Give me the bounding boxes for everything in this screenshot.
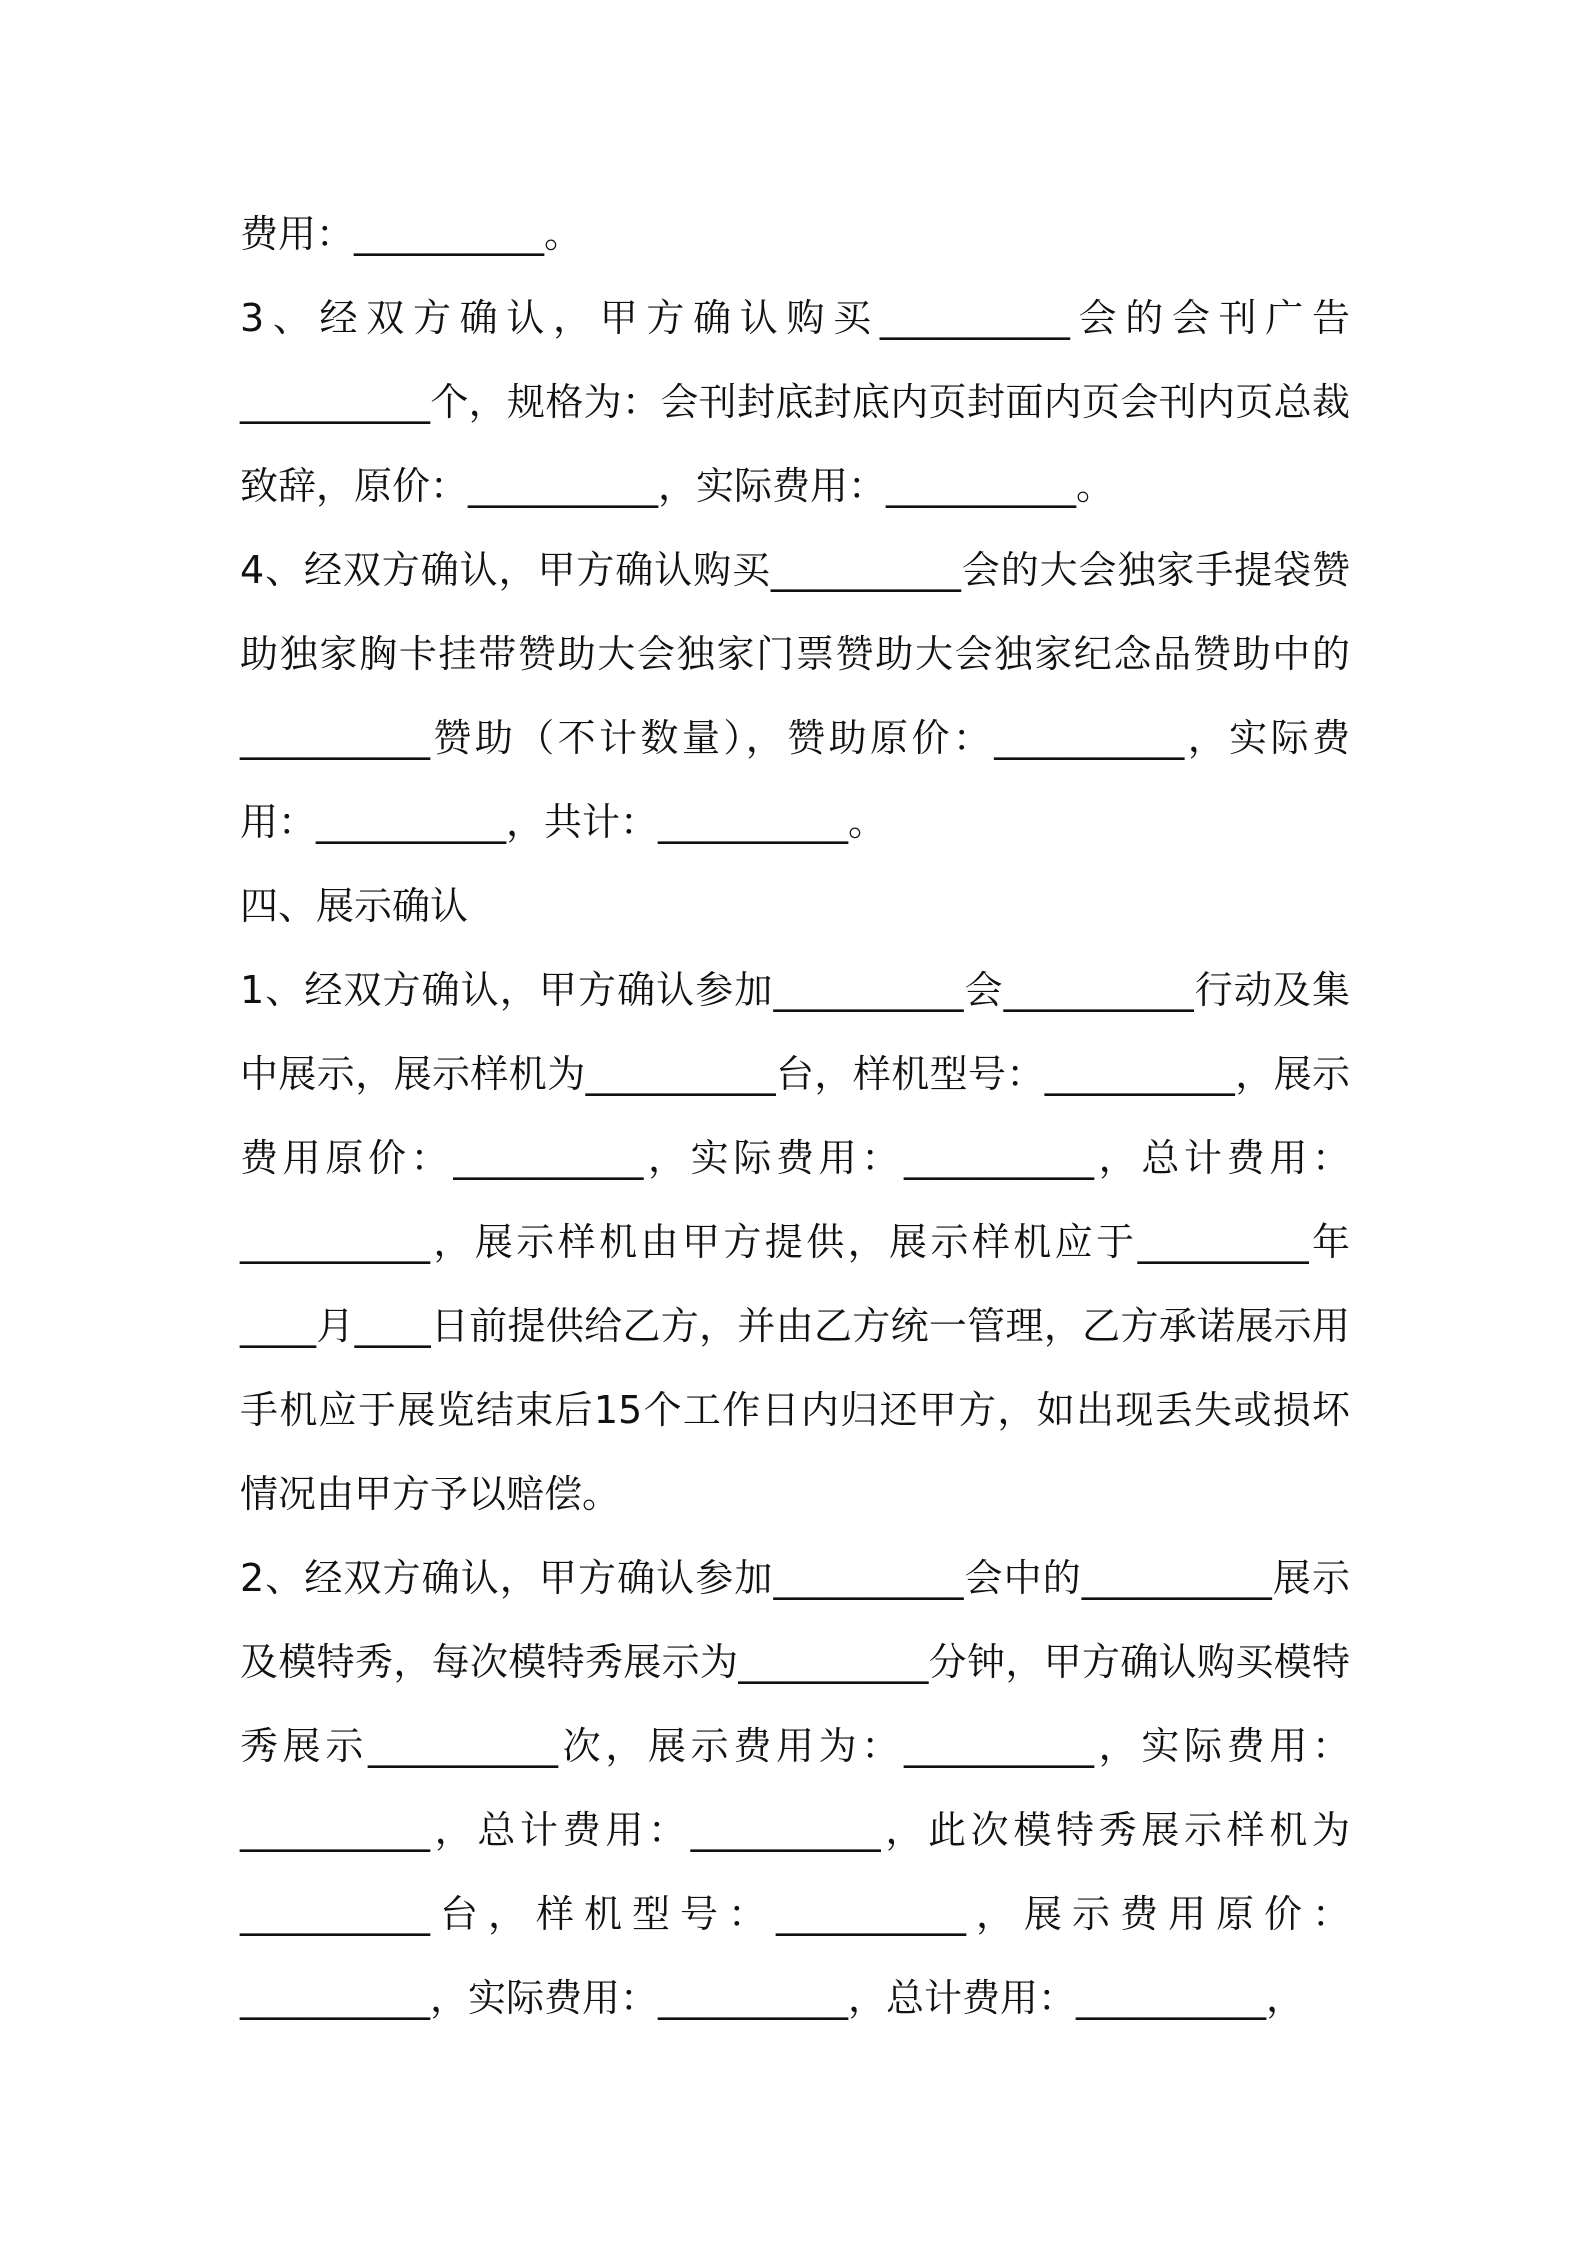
paragraph-display-item-2: 2、经双方确认，甲方确认参加__________会中的__________展示及模特秀，每次模特秀展示为__________分钟，甲方确认购买模特秀展示__________次，展示费用为：__________，实际费用：__________，总计费用：__________，此次模特秀展示样机为__________台，样机型号：__________，展示费用原价：__________，实际费用：__________，总计费用：__________， <box>240 1556 1350 2020</box>
document-body <box>240 192 1350 2040</box>
section-heading-display-confirmation: 四、展示确认 <box>240 884 469 928</box>
paragraph-item-4-sponsorship: 4、经双方确认，甲方确认购买__________会的大会独家手提袋赞助独家胸卡挂带赞助大会独家门票赞助大会独家纪念品赞助中的__________赞助（不计数量），赞助原价：__________，实际费用：__________，共计：__________。 <box>240 548 1350 844</box>
paragraph-fee-end: 费用：__________。 <box>240 212 583 256</box>
paragraph-item-3-ad-purchase: 3、经双方确认，甲方确认购买__________会的会刊广告__________个，规格为：会刊封底封底内页封面内页会刊内页总裁致辞，原价：__________，实际费用：__________。 <box>240 296 1350 508</box>
paragraph-display-item-1: 1、经双方确认，甲方确认参加__________会__________行动及集中展示，展示样机为__________台，样机型号：__________，展示费用原价：__________，实际费用：__________，总计费用：__________，展示样机由甲方提供，展示样机应于_________年____月____日前提供给乙方，并由乙方统一管理，乙方承诺展示用手机应于展览结束后15个工作日内归还甲方，如出现丢失或损坏情况由甲方予以赔偿。 <box>240 968 1350 1516</box>
